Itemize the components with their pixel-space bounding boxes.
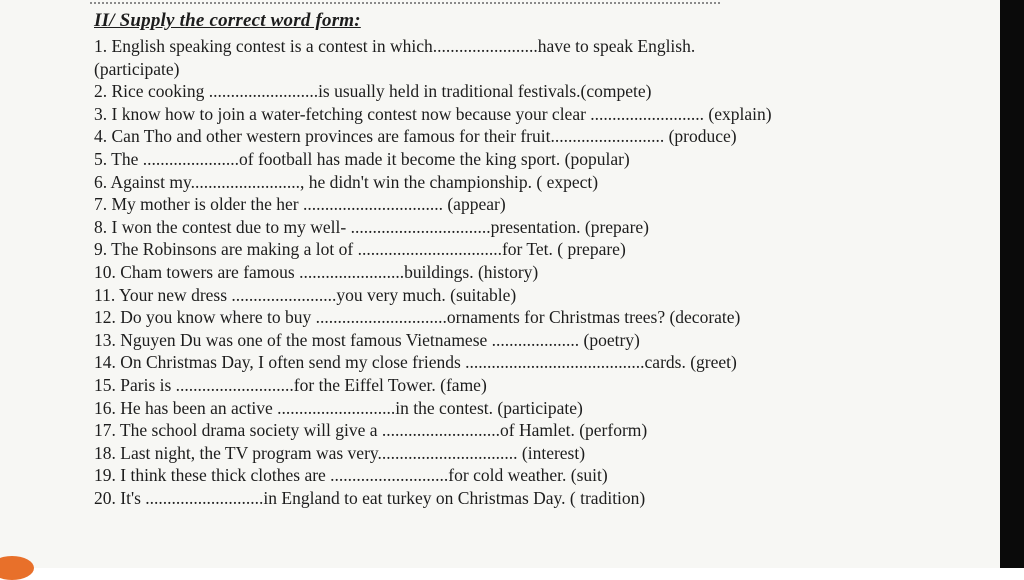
section-title: II/ Supply the correct word form: bbox=[94, 10, 361, 31]
top-dotted-line bbox=[90, 2, 720, 4]
question-17: 17. The school drama society will give a ...........................of Hamlet. (perform) bbox=[94, 420, 648, 441]
question-16: 16. He has been an active ...........................in the contest. (participate) bbox=[94, 397, 583, 418]
question-8: 8. I won the contest due to my well- ................................presentation. (prepare) bbox=[94, 216, 650, 237]
question-12: 12. Do you know where to buy ..............................ornaments for Christmas trees? (decorate) bbox=[94, 307, 741, 328]
question-19: 19. I think these thick clothes are ...........................for cold weather. (suit) bbox=[94, 465, 608, 486]
question-4: 4. Can Tho and other western provinces are famous for their fruit.......................... (produce) bbox=[94, 126, 737, 147]
question-10: 10. Cham towers are famous ........................buildings. (history) bbox=[94, 261, 539, 282]
question-5: 5. The ......................of football has made it become the king sport. (popular) bbox=[94, 148, 630, 169]
question-18: 18. Last night, the TV program was very................................ (interest) bbox=[94, 442, 586, 463]
question-13: 13. Nguyen Du was one of the most famous Vietnamese .................... (poetry) bbox=[94, 329, 640, 350]
dark-edge bbox=[1000, 0, 1024, 568]
question-20: 20. It's ...........................in England to eat turkey on Christmas Day. ( tradition) bbox=[94, 487, 646, 508]
question-1: 1. English speaking contest is a contest in which........................have to speak English. bbox=[94, 36, 696, 56]
question-11: 11. Your new dress ........................you very much. (suitable) bbox=[94, 284, 517, 305]
question-list bbox=[94, 35, 894, 509]
question-14: 14. On Christmas Day, I often send my close friends .........................................cards. (greet) bbox=[94, 352, 737, 373]
question-1-hint: (participate) bbox=[94, 58, 180, 79]
question-9: 9. The Robinsons are making a lot of .................................for Tet. ( prepare) bbox=[94, 239, 626, 260]
question-2: 2. Rice cooking .........................is usually held in traditional festivals.(compete) bbox=[94, 81, 652, 102]
orange-corner-blob bbox=[0, 556, 34, 580]
question-3: 3. I know how to join a water-fetching contest now because your clear .......................... (explain) bbox=[94, 103, 772, 124]
question-15: 15. Paris is ...........................for the Eiffel Tower. (fame) bbox=[94, 374, 487, 395]
question-6: 6. Against my........................., he didn't win the championship. ( expect) bbox=[94, 171, 599, 192]
question-7: 7. My mother is older the her ................................ (appear) bbox=[94, 194, 506, 215]
